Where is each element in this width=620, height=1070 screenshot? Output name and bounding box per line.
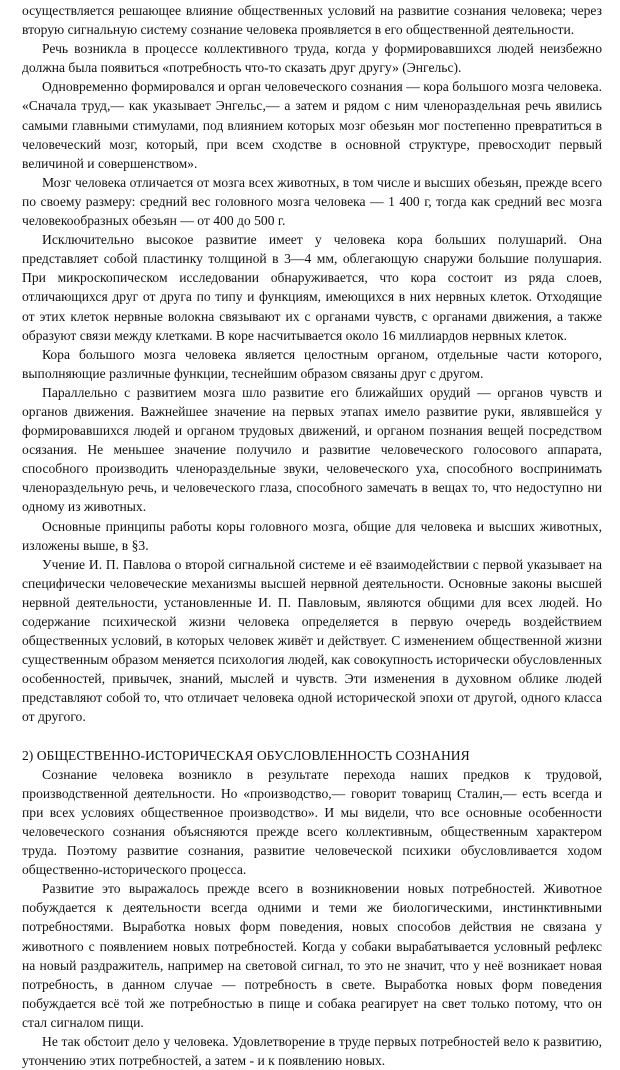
paragraph-human-needs: Не так обстоит дело у человека. Удовлетворение в труде первых потребностей вело к развитию, утончению этих потребностей, а затем - и к появлению новых. — [22, 1033, 602, 1069]
paragraph-speech-origin: Речь возникла в процессе коллективного труда, когда у формировавшихся людей неизбежно должна была появиться «потребность что-то сказать друг другу» (Энгельс). — [22, 41, 602, 76]
paragraph-cortex-principles: Основные принципы работы коры головного мозга, общие для человека и высших животных, изложены выше, в §3. — [22, 518, 602, 553]
paragraph-brain-weight: Мозг человека отличается от мозга всех животных, в том числе и высших обезьян, прежде всего по своему размеру: средний вес головного мозга человека — 1 400 г, тогда как средний вес мозга человекообразных обезьян — от 400 до 500 г. — [22, 174, 602, 229]
paragraph-new-needs: Развитие это выражалось прежде всего в возникновении новых потребностей. Животное побуждается к деятельности всегда одними и теми же биологическими, инстинктивными потребностями. Выработка новых форм поведения, новых способов действия не связана у животного с появлением новых потребностей. Когда у собаки вырабатывается условный рефлекс на новый раздражитель, например на световой сигнал, то это не значит, что у неё возникает новая потребность, в данном случае — потребность в свете. Выработка новых форм поведения побуждается всё той же потребностью в пище и собака реагирует на свет только потому, что он стал сигналом пищи. — [22, 881, 602, 1030]
paragraph-cortex-formation: Одновременно формировался и орган человеческого сознания — кора большого мозга человека. «Сначала труд,— как указывает Энгельс,— а затем и рядом с ним членораздельная речь явились самыми главными стимулами, под влиянием которых мозг обезьян мог постепенно превратиться в человеческий мозг, который, при всем сходстве в основной структуре, превосходит первый величиной и совершенством». — [22, 79, 602, 171]
paragraph-cortex-structure: Исключительно высокое развитие имеет у человека кора больших полушарий. Она представляет собой пластинку толщиной в 3—4 мм, облегающую снаружи большие полушария. При микроскопическом исследовании обнаруживается, что кора состоит из ряда слоев, отличающихся друг от друга по типу и функциям, имеющихся в них нервных клеток. Отходящие от этих клеток нервные волокна связывают их с органами чувств, с органами движения, а также образуют связи между клетками. В коре насчитывается около 16 миллиардов нервных клеток. — [22, 232, 602, 343]
paragraph-pavlov-teaching: Учение И. П. Павлова о второй сигнальной системе и её взаимодействии с первой указывает на специфически человеческие механизмы высшей нервной деятельности. Основные законы высшей нервной деятельности, установленные И. П. Павловым, являются общими для всех людей. Но содержание психической жизни человека определяется в первую очередь воздействием общественных условий, в которых человек живёт и действует. С изменением общественной жизни существенным образом меняется психология людей, как совокупность исторически обусловленных особенностей, привычек, знаний, мыслей и чувств. Эти изменения в духовном облике людей представляют собой то, что отличает человека одной исторической эпохи от другой, одного класса от другого. — [22, 556, 602, 725]
paragraph-sense-organs: Параллельно с развитием мозга шло развитие его ближайших орудий — органов чувств и органов движения. Важнейшее значение на первых этапах имело развитие руки, являвшейся у формировавшихся людей и органом трудовых движений, и органом познания вещей посредством осязания. Не меньшее значение получило и развитие человеческого голосового аппарата, способного производить членораздельные звуки, человеческого уха, способного воспринимать членораздельную речь, и человеческого глаза, способного замечать в вещах то, что недоступно ни одному из животных. — [22, 384, 602, 515]
paragraph-consciousness-origin: Сознание человека возникло в результате перехода наших предков к трудовой, производственной деятельности. Но «производство,— говорит товарищ Сталин,— есть всегда и при всех условиях общественное производство». И мы видели, что все основные особенности человеческого сознания объясняются прежде всего коллективным, общественным характером труда. Поэтому развитие сознания, развитие человеческой психики обусловливается ходом общественно-исторического процесса. — [22, 766, 602, 878]
section-heading: 2) ОБЩЕСТВЕННО-ИСТОРИЧЕСКАЯ ОБУСЛОВЛЕННОСТЬ СОЗНАНИЯ — [22, 747, 470, 763]
paragraph-cortex-integrity: Кора большого мозга человека является целостным органом, отдельные части которого, выполняющие различные функции, теснейшим образом связаны друг с другом. — [22, 346, 602, 381]
paragraph-continued: осуществляется решающее влияние общественных условий на развитие сознания человека; через вторую сигнальную систему сознание человека проявляется в его общественной деятельности. — [22, 3, 602, 38]
document-page — [22, 1, 602, 1070]
